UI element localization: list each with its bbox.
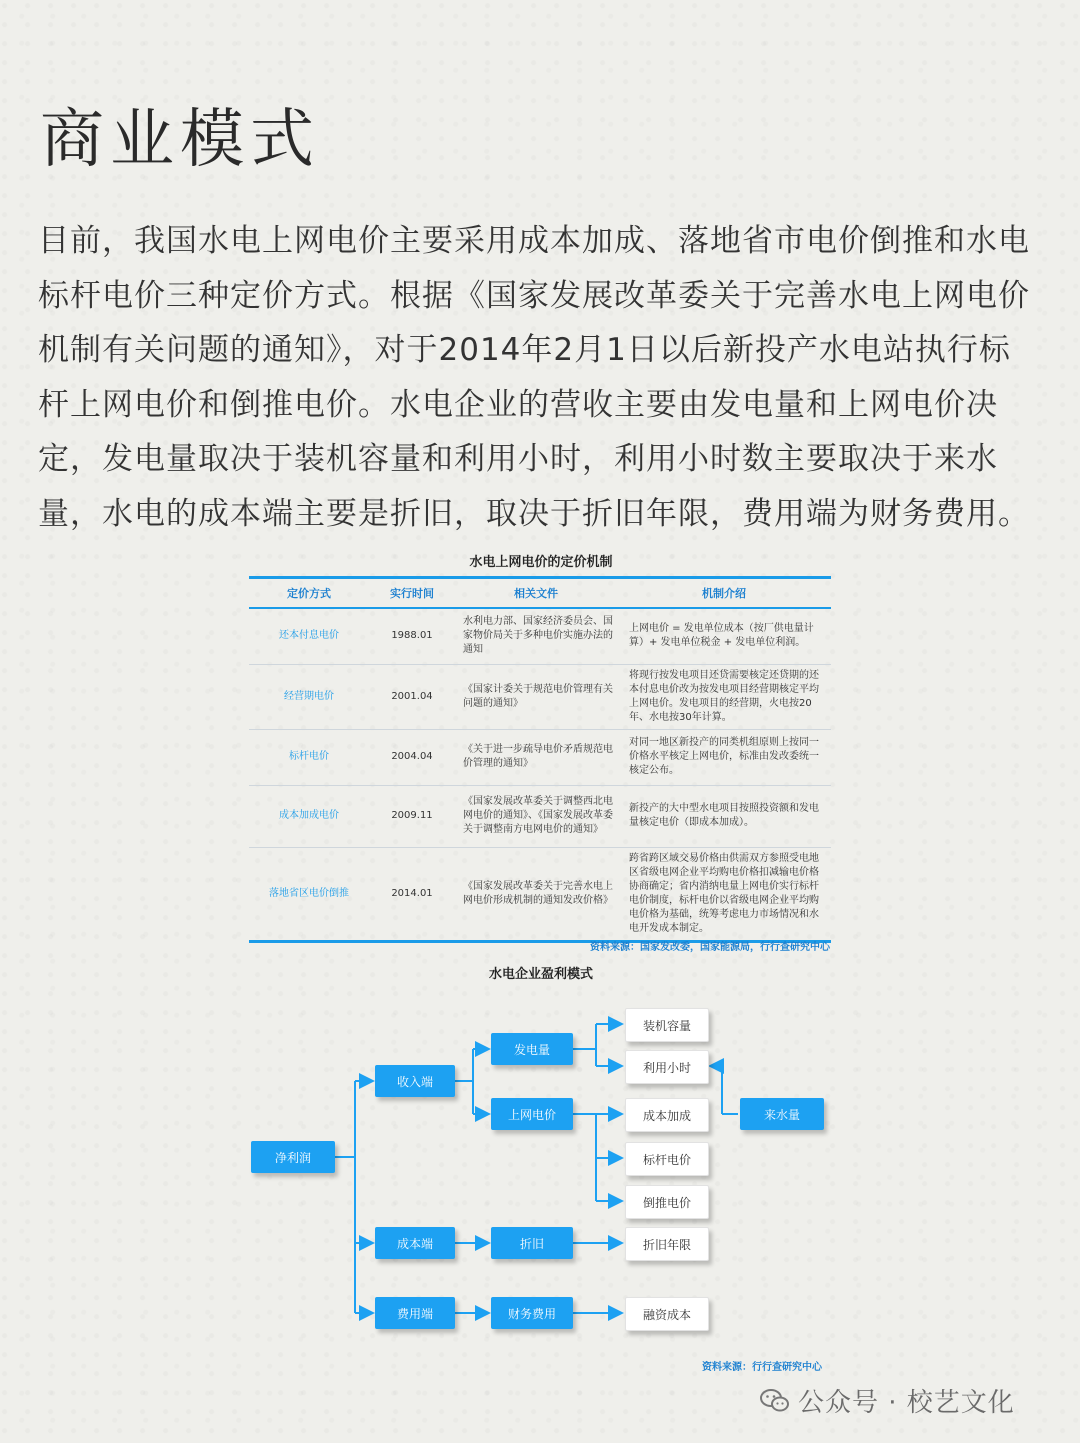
cell-date: 2004.04: [369, 729, 455, 785]
table-source: 资料来源：国家发改委，国家能源局，行行查研究中心: [590, 942, 830, 953]
node-water-inflow: 来水量: [740, 1098, 824, 1130]
node-generation: 发电量: [491, 1033, 573, 1065]
cell-date: 2009.11: [369, 785, 455, 847]
cell-document: 《国家计委关于规范电价管理有关问题的通知》: [455, 664, 617, 729]
cell-date: 2014.01: [369, 847, 455, 941]
node-capacity: 装机容量: [625, 1008, 709, 1042]
wechat-icon: [760, 1388, 790, 1414]
cell-document: 《国家发展改革委关于调整西北电网电价的通知》、《国家发展改革委关于调整南方电网电价的通知》: [455, 785, 617, 847]
cell-mechanism: 跨省跨区域交易价格由供需双方参照受电地区省级电网企业平均购电价格扣减输电价格协商确定；省内消纳电量上网电价实行标杆电价制度，标杆电价以省级电网企业平均购电价格为基础，统筹考虑电力市场情况和水电开发成本制定。: [617, 847, 831, 941]
cell-mechanism: 新投产的大中型水电项目按照投资额和发电量核定电价（即成本加成）。: [617, 785, 831, 847]
cell-document: 水利电力部、国家经济委员会、国家物价局关于多种电价实施办法的通知: [455, 608, 617, 664]
watermark-text: 公众号 · 校艺文化: [798, 1388, 1015, 1418]
cell-method: 经营期电价: [249, 664, 369, 729]
header-mechanism: 机制介绍: [617, 578, 831, 609]
node-benchmark-price: 标杆电价: [625, 1142, 709, 1176]
cell-method: 还本付息电价: [249, 608, 369, 664]
cell-mechanism: 对同一地区新投产的同类机组原则上按同一价格水平核定上网电价，标准由发改委统一核定公布。: [617, 729, 831, 785]
node-utilization-hours: 利用小时: [625, 1050, 709, 1084]
cell-date: 2001.04: [369, 664, 455, 729]
node-reverse-price: 倒推电价: [625, 1185, 709, 1219]
node-cost-plus: 成本加成: [625, 1098, 709, 1132]
node-financing-cost: 融资成本: [625, 1297, 709, 1331]
cell-method: 成本加成电价: [249, 785, 369, 847]
header-date: 实行时间: [369, 578, 455, 609]
cell-mechanism: 上网电价 = 发电单位成本（按厂供电量计算）+ 发电单位税金 + 发电单位利润。: [617, 608, 831, 664]
cell-date: 1988.01: [369, 608, 455, 664]
page-title: 商业模式: [40, 103, 320, 177]
node-cost: 成本端: [375, 1227, 455, 1259]
cell-document: 《关于进一步疏导电价矛盾规范电价管理的通知》: [455, 729, 617, 785]
watermark: [760, 1382, 1015, 1419]
cell-mechanism: 将现行按发电项目还贷需要核定还贷期的还本付息电价改为按发电项目经营期核定平均上网电价。发电项目的经营期，火电按20年、水电按30年计算。: [617, 664, 831, 729]
cell-document: 《国家发展改革委关于完善水电上网电价形成机制的通知发改价格》: [455, 847, 617, 941]
node-depreciation: 折旧: [491, 1227, 573, 1259]
node-depreciation-years: 折旧年限: [625, 1227, 709, 1261]
diagram-source: 资料来源：行行查研究中心: [702, 1362, 822, 1373]
cell-method: 落地省区电价倒推: [249, 847, 369, 941]
node-finance-cost: 财务费用: [491, 1297, 573, 1329]
node-grid-price: 上网电价: [491, 1098, 573, 1130]
body-paragraph: 目前，我国水电上网电价主要采用成本加成、落地省市电价倒推和水电标杆电价三种定价方式。根据《国家发展改革委关于完善水电上网电价机制有关问题的通知》，对于2014年2月1日以后新投产水电站执行标杆上网电价和倒推电价。水电企业的营收主要由发电量和上网电价决定，发电量取决于装机容量和利用小时，利用小时数主要取决于来水量，水电的成本端主要是折旧，取决于折旧年限，费用端为财务费用。: [38, 223, 1030, 532]
table-title: 水电上网电价的定价机制: [469, 555, 613, 570]
node-expense: 费用端: [375, 1297, 455, 1329]
node-revenue: 收入端: [375, 1065, 455, 1097]
node-net-profit: 净利润: [251, 1141, 335, 1173]
header-document: 相关文件: [455, 578, 617, 609]
header-method: 定价方式: [249, 578, 369, 609]
diagram-title: 水电企业盈利模式: [488, 967, 593, 982]
cell-method: 标杆电价: [249, 729, 369, 785]
